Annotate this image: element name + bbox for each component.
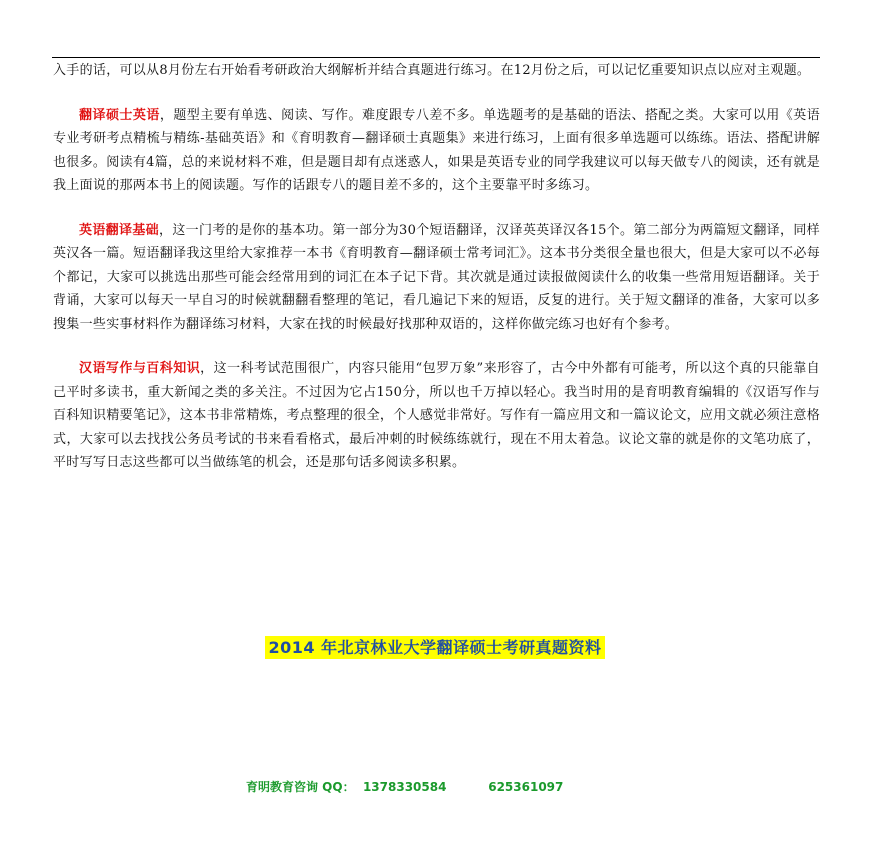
banner-container bbox=[0, 636, 870, 659]
contact-label: 育明教育咨询 QQ： bbox=[246, 780, 355, 794]
paragraph-text: 入手的话，可以从8月份左右开始看考研政治大纲解析并结合真题进行练习。在12月份之后，可以记忆重要知识点以应对主观题。 bbox=[53, 63, 811, 78]
contact-qq-2: 625361097 bbox=[488, 780, 564, 794]
document-body bbox=[53, 59, 820, 475]
paragraph-text: ，这一门考的是你的基本功。第一部分为30个短语翻译，汉译英英译汉各15个。第二部分为两篇短文翻译，同样英汉各一篇。短语翻译我这里给大家推荐一本书《育明教育—翻译硕士常考词汇》。这本书分类很全量也很大，但是大家可以不必每个都记，大家可以挑选出那些可能会经常用到的词汇在本子记下背。其次就是通过读报做阅读什么的收集一些常用短语翻译。关于背诵，大家可以每天一早自习的时候就翻翻看整理的笔记，看几遍记下来的短语，反复的进行。关于短文翻译的准备，大家可以多搜集一些实事材料作为翻译练习材料，大家在找的时候最好找那种双语的，这样你做完练习也好有个参考。 bbox=[53, 222, 820, 332]
section-heading-english-translation-basics: 英语翻译基础 bbox=[79, 222, 159, 238]
contact-qq-1: 1378330584 bbox=[362, 780, 447, 794]
paragraph-english-translation-basics bbox=[53, 219, 820, 337]
contact-line bbox=[246, 778, 563, 795]
section-heading-chinese-writing-encyclopedia: 汉语写作与百科知识 bbox=[79, 361, 201, 376]
paragraph-text: ，这一科考试范围很广，内容只能用“包罗万象”来形容了，古今中外都有可能考，所以这个真的只能靠自己平时多读书，重大新闻之类的多关注。不过因为它占150分，所以也千万掉以轻心。我当时用的是育明教育编辑的《汉语写作与百科知识精要笔记》，这本书非常精炼，考点整理的很全，个人感觉非常好。写作有一篇应用文和一篇议论文，应用文就必须注意格式，大家可以去找找公务员考试的书来看看格式，最后冲刺的时候练练就行，现在不用太着急。议论文靠的就是你的文笔功底了，平时写写日志这些都可以当做练笔的机会，还是那句话多阅读多积累。 bbox=[53, 361, 820, 470]
paragraph-politics-end bbox=[53, 59, 820, 83]
section-heading-translation-english: 翻译硕士英语 bbox=[79, 107, 160, 123]
paragraph-translation-english bbox=[53, 104, 820, 198]
top-rule bbox=[52, 57, 820, 58]
paragraph-text: ，题型主要有单选、阅读、写作。难度跟专八差不多。单选题考的是基础的语法、搭配之类。大家可以用《英语专业考研考点精梳与精练-基础英语》和《育明教育—翻译硕士真题集》来进行练习，上面有很多单选题可以练练。语法、搭配讲解也很多。阅读有4篇，总的来说材料不难，但是题目却有点迷惑人，如果是英语专业的同学我建议可以每天做专八的阅读，还有就是我上面说的那两本书上的阅读题。写作的话跟专八的题目差不多的，这个主要靠平时多练习。 bbox=[53, 107, 820, 193]
paragraph-chinese-writing-encyclopedia bbox=[53, 357, 820, 475]
exam-materials-banner: 2014 年北京林业大学翻译硕士考研真题资料 bbox=[265, 636, 604, 659]
